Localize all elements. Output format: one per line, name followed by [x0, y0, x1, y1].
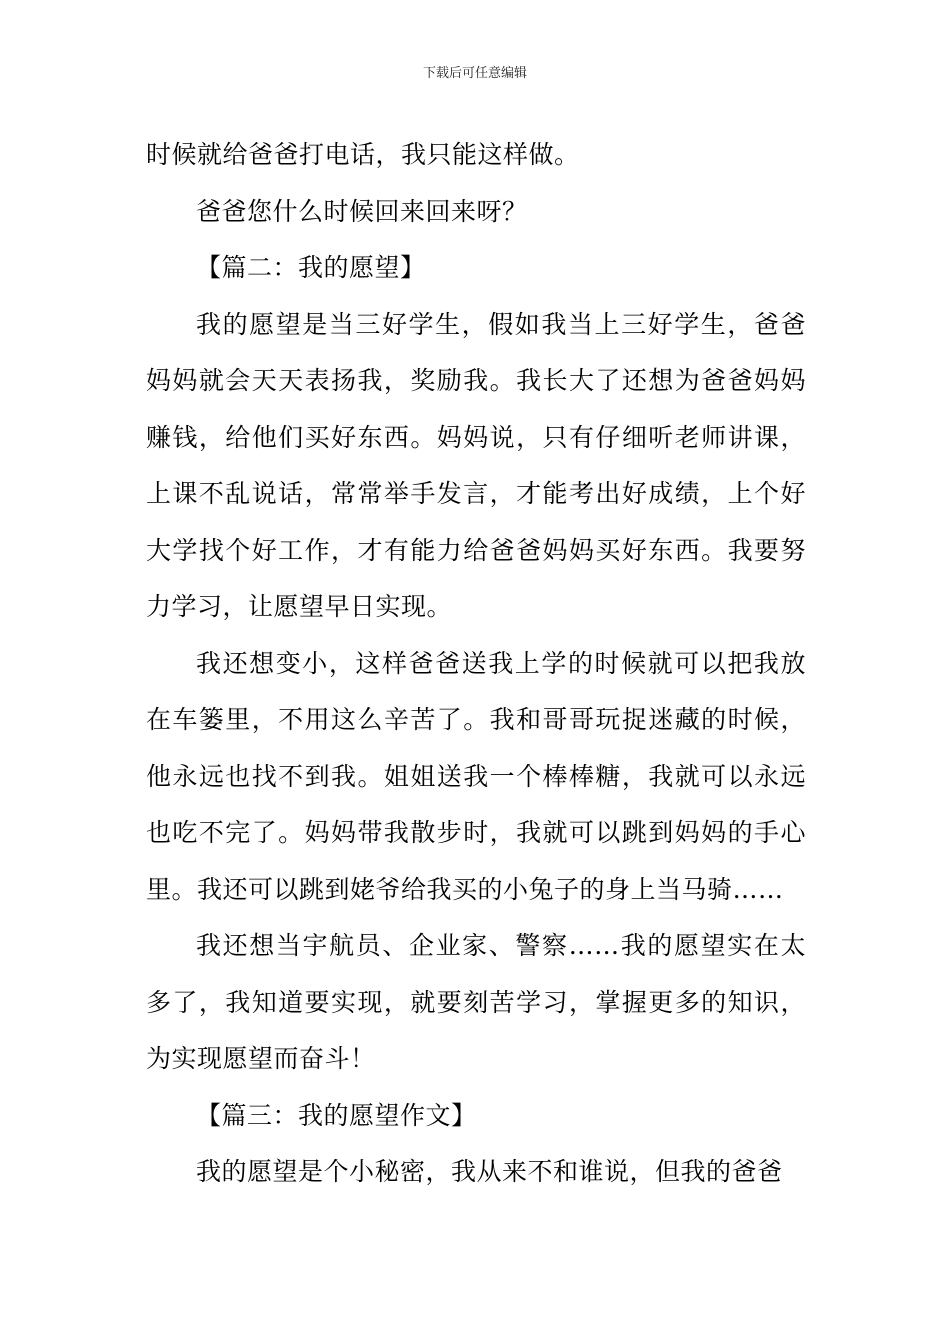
section-heading-2: 【篇二：我的愿望】	[196, 253, 426, 282]
paragraph-question: 爸爸您什么时候回来回来呀？	[196, 196, 528, 226]
document-body	[146, 127, 806, 1201]
paragraph: 我的愿望是当三好学生，假如我当上三好学生，爸爸妈妈就会天天表扬我，奖励我。我长大了还想为爸爸妈妈赚钱，给他们买好东西。妈妈说，只有仔细听老师讲课，上课不乱说话，常常举手发言，才能考出好成绩，上个好大学找个好工作，才有能力给爸爸妈妈买好东西。我要努力学习，让愿望早日实现。	[146, 309, 806, 621]
section-heading-3: 【篇三：我的愿望作文】	[196, 1100, 477, 1130]
paragraph: 我还想当宇航员、企业家、警察……我的愿望实在太多了，我知道要实现，就要刻苦学习，掌握更多的知识，为实现愿望而奋斗！	[146, 931, 806, 1073]
paragraph: 我的愿望是个小秘密，我从来不和谁说，但我的爸爸	[196, 1157, 783, 1186]
paragraph-continuation: 时候就给爸爸打电话，我只能这样做。	[146, 140, 580, 169]
paragraph: 我还想变小，这样爸爸送我上学的时候就可以把我放在车篓里，不用这么辛苦了。我和哥哥玩捉迷藏的时候，他永远也找不到我。姐姐送我一个棒棒糖，我就可以永远也吃不完了。妈妈带我散步时，我就可以跳到妈妈的手心里。我还可以跳到姥爷给我买的小兔子的身上当马骑……	[146, 648, 806, 904]
page-header: 下载后可任意编辑	[422, 66, 527, 81]
